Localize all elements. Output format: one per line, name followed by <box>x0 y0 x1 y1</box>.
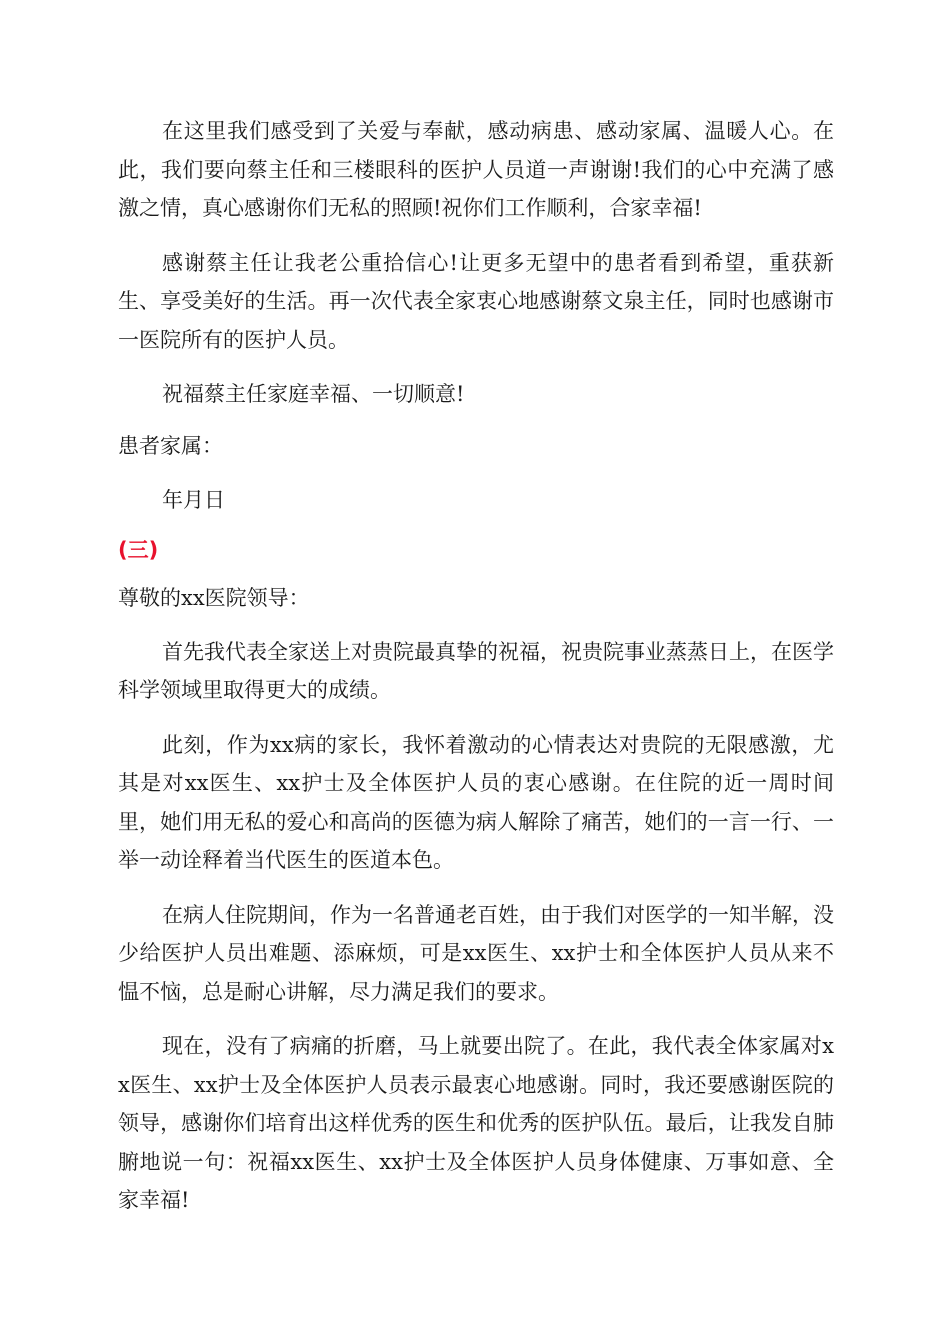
letter-three-paragraph-3: 在病人住院期间，作为一名普通老百姓，由于我们对医学的一知半解，没少给医护人员出难题、添麻烦，可是xx医生、xx护士和全体医护人员从来不愠不恼，总是耐心讲解，尽力满足我们的要求。 <box>118 902 834 1004</box>
letter-three-paragraph-1: 首先我代表全家送上对贵院最真挚的祝福，祝贵院事业蒸蒸日上，在医学科学领域里取得更大的成绩。 <box>118 639 834 702</box>
letter-two-paragraph-3: 祝福蔡主任家庭幸福、一切顺意! <box>162 382 465 406</box>
letter-three-paragraph-2: 此刻，作为xx病的家长，我怀着激动的心情表达对贵院的无限感激，尤其是对xx医生、xx护士及全体医护人员的衷心感谢。在住院的近一周时间里，她们用无私的爱心和高尚的医德为病人解除了痛苦，她们的一言一行、一举一动诠释着当代医生的医道本色。 <box>118 732 834 872</box>
letter-three-paragraph-4: 现在，没有了病痛的折磨，马上就要出院了。在此，我代表全体家属对xx医生、xx护士及全体医护人员表示最衷心地感谢。同时，我还要感谢医院的领导，感谢你们培育出这样优秀的医生和优秀的医护队伍。最后，让我发自肺腑地说一句：祝福xx医生、xx护士及全体医护人员身体健康、万事如意、全家幸福! <box>118 1034 834 1212</box>
section-three-heading: (三) <box>118 537 159 562</box>
letter-three-salutation: 尊敬的xx医院领导： <box>118 585 310 610</box>
letter-two-date: 年月日 <box>162 487 225 512</box>
letter-two-paragraph-2: 感谢蔡主任让我老公重拾信心!让更多无望中的患者看到希望，重获新生、享受美好的生活。再一次代表全家衷心地感谢蔡文泉主任，同时也感谢市一医院所有的医护人员。 <box>118 250 834 352</box>
letter-two-paragraph-1: 在这里我们感受到了关爱与奉献，感动病患、感动家属、温暖人心。在此，我们要向蔡主任和三楼眼科的医护人员道一声谢谢!我们的心中充满了感激之情，真心感谢你们无私的照顾!祝你们工作顺利，合家幸福! <box>118 119 834 220</box>
letter-two-signature: 患者家属： <box>118 433 223 458</box>
document-body <box>118 112 834 1220</box>
